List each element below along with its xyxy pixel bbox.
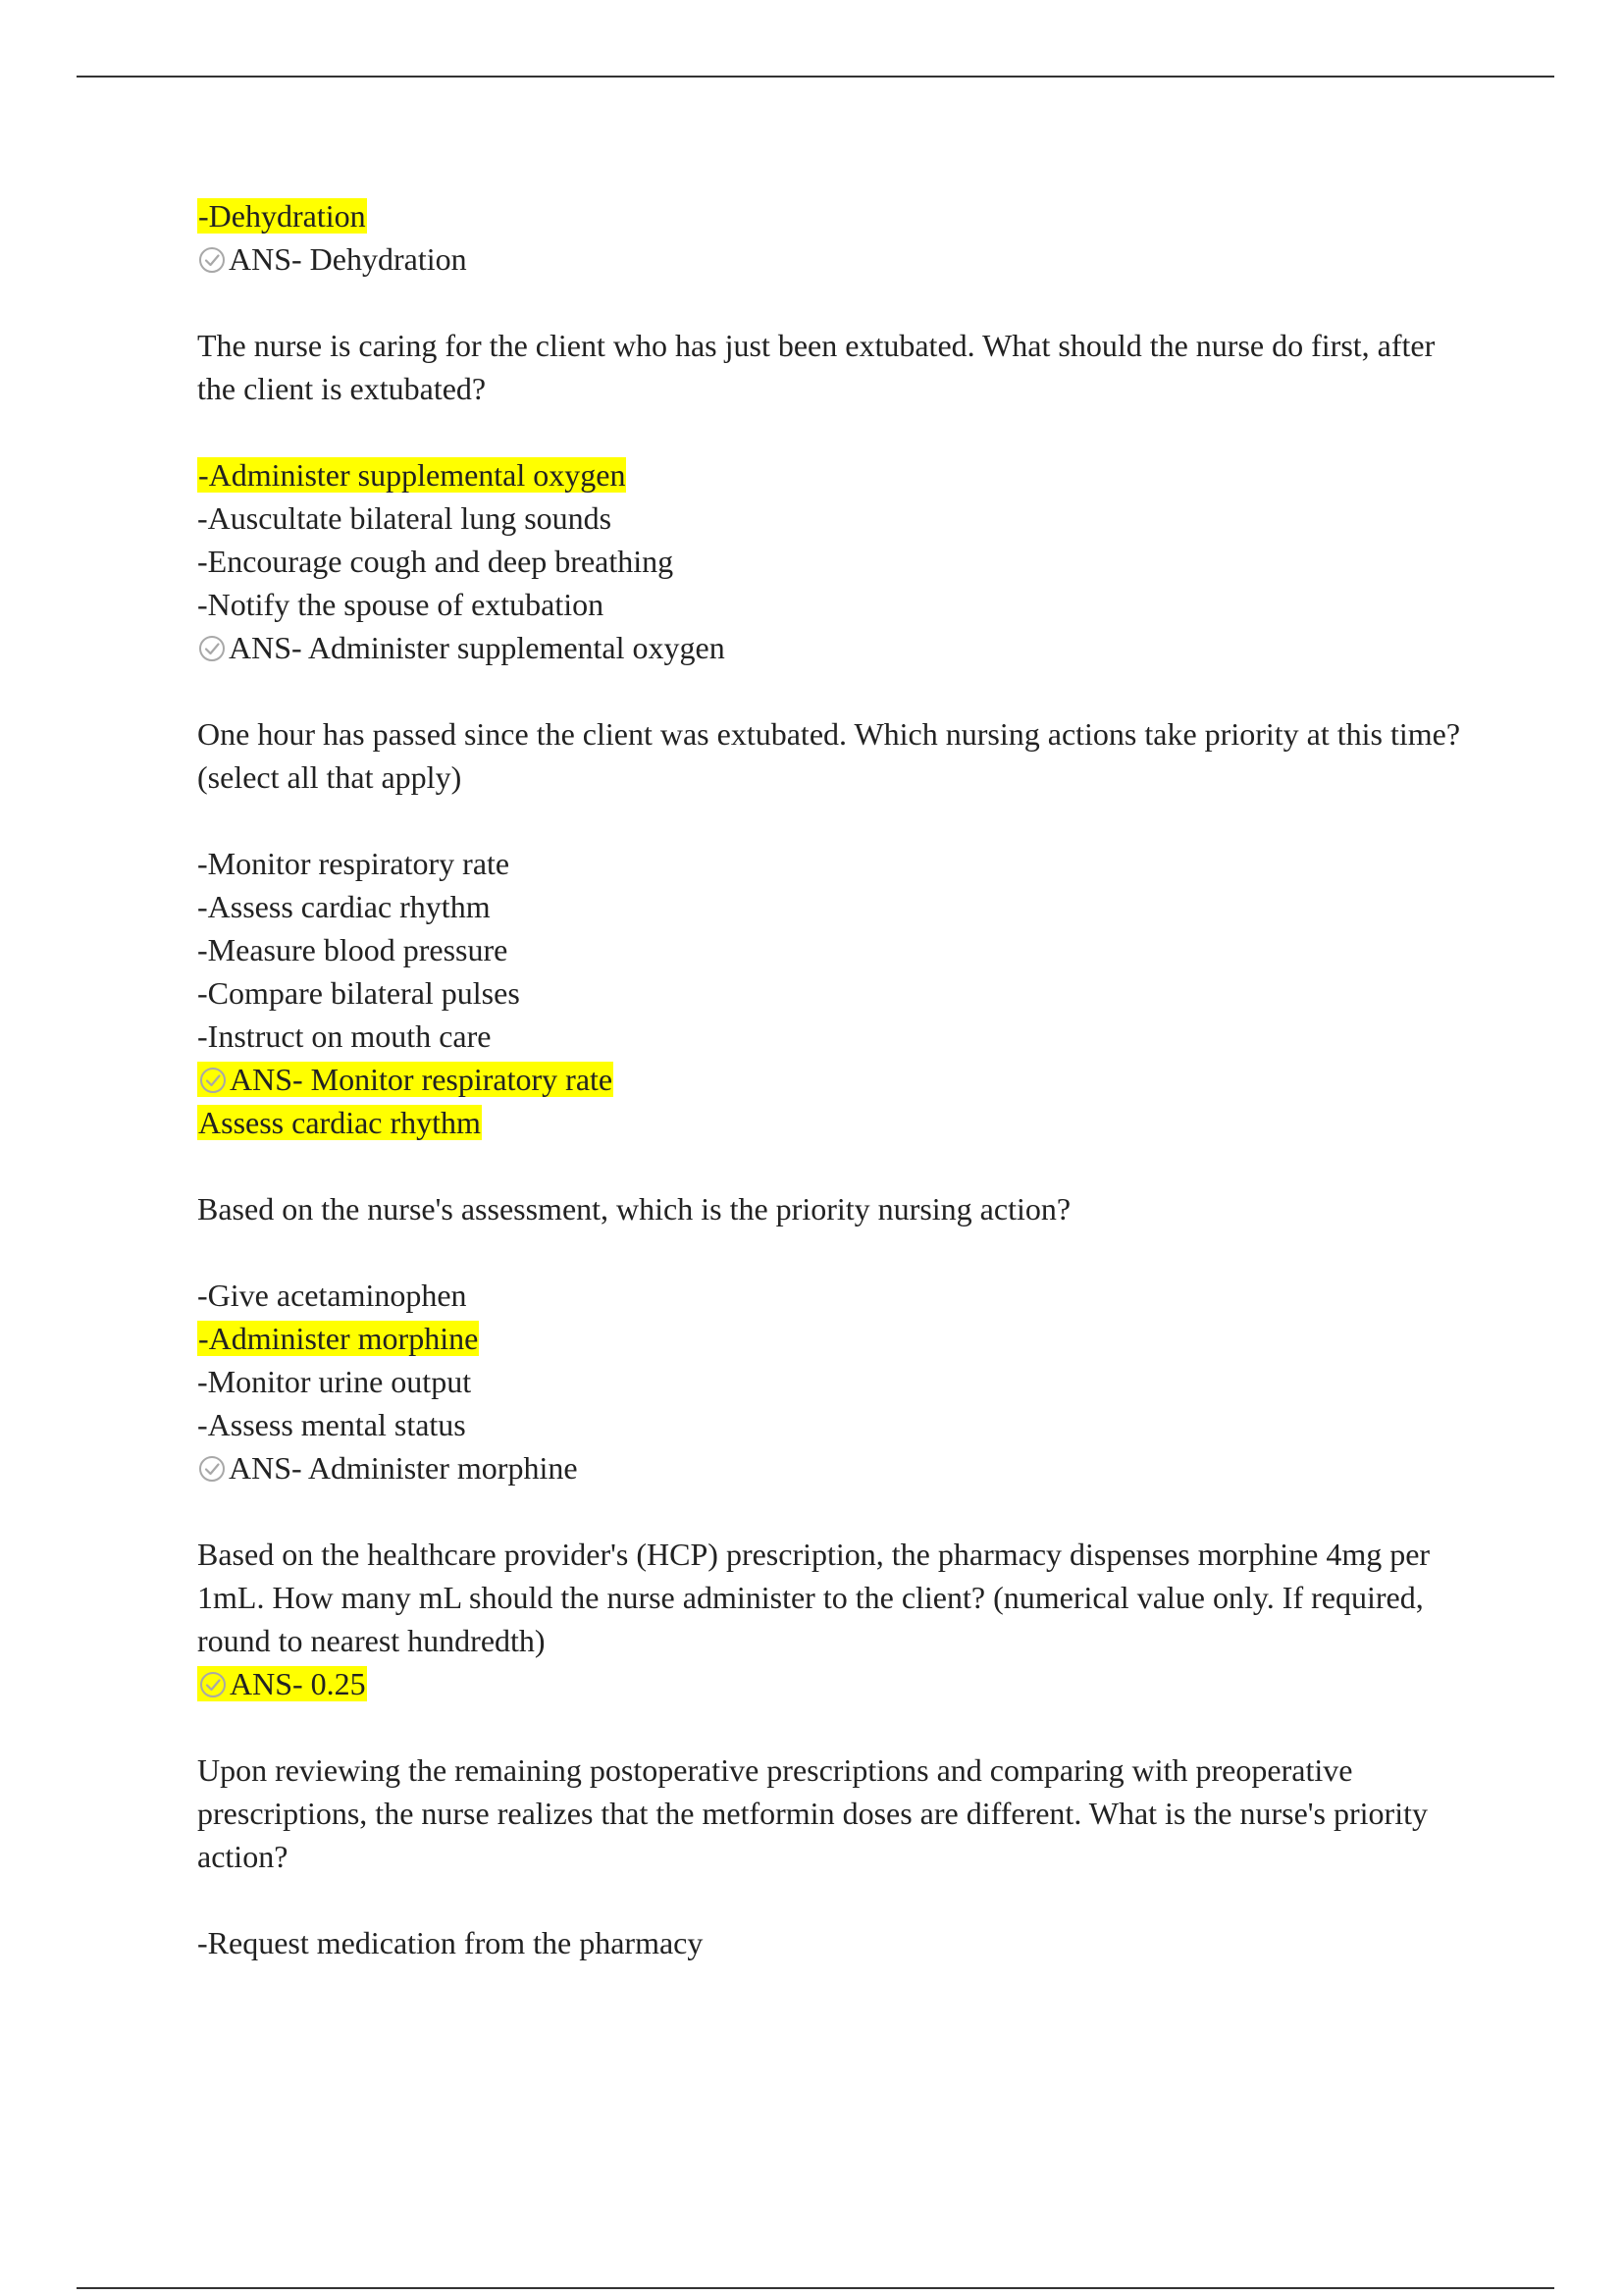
answer-option [197, 496, 1463, 540]
answer-option [197, 1274, 1463, 1317]
answer-option [197, 583, 1463, 626]
answer-option [197, 1101, 1463, 1144]
document-body [197, 194, 1463, 1964]
answer-highlight [197, 1450, 578, 1486]
check-circle-icon [198, 1670, 228, 1699]
answer-text: Administer morphine [307, 1450, 578, 1486]
answer-line [197, 237, 1463, 281]
option-text: -Monitor respiratory rate [197, 846, 510, 881]
answer-prefix: ANS- [229, 241, 310, 277]
answer-option [197, 1015, 1463, 1058]
answer-option [197, 1921, 1463, 1964]
answer-text: Dehydration [309, 241, 467, 277]
option-text: -Assess mental status [197, 1407, 466, 1442]
answer-highlight [197, 630, 725, 665]
answer-text: Administer supplemental oxygen [307, 630, 725, 665]
answer-option [197, 194, 1463, 237]
check-circle-icon [197, 245, 227, 275]
answer-option [197, 842, 1463, 885]
answer-option [197, 1403, 1463, 1446]
paragraph-spacer [197, 1144, 1463, 1187]
answer-prefix: ANS- [229, 1450, 308, 1486]
answer-option [197, 885, 1463, 928]
paragraph-spacer [197, 1705, 1463, 1748]
answer-prefix: ANS- [230, 1666, 311, 1701]
question-text [197, 1187, 1463, 1230]
paragraph-spacer [197, 1230, 1463, 1274]
question-text [197, 712, 1463, 799]
answer-option [197, 1360, 1463, 1403]
highlighted-option-text: -Administer morphine [198, 1321, 479, 1356]
paragraph-spacer [197, 669, 1463, 712]
answer-option [197, 540, 1463, 583]
question-text-content: Based on the healthcare provider's (HCP) prescription, the pharmacy dispenses morphine 4mg per 1mL. How many mL should the nurse administer to the client? (numerical value only. If required, round to nearest hundredth) [197, 1537, 1431, 1658]
answer-prefix: ANS- [230, 1062, 311, 1097]
option-text: -Measure blood pressure [197, 932, 508, 967]
paragraph-spacer [197, 281, 1463, 324]
question-text-content: Upon reviewing the remaining postoperative prescriptions and comparing with preoperative prescriptions, the nurse realizes that the metformin doses are different. What is the nurse's priority action? [197, 1752, 1428, 1874]
check-circle-icon [198, 1066, 228, 1095]
answer-text: Monitor respiratory rate [310, 1062, 613, 1097]
answer-text: 0.25 [310, 1666, 366, 1701]
paragraph-spacer [197, 410, 1463, 453]
option-text: -Request medication from the pharmacy [197, 1925, 704, 1960]
option-text: -Compare bilateral pulses [197, 975, 520, 1011]
question-text-content: Based on the nurse's assessment, which is the priority nursing action? [197, 1191, 1072, 1226]
highlighted-option-text: -Dehydration [198, 198, 366, 234]
answer-line [197, 1058, 1463, 1101]
footer-rule [77, 2287, 1554, 2289]
paragraph-spacer [197, 1878, 1463, 1921]
question-text [197, 1748, 1463, 1878]
option-text: -Assess cardiac rhythm [197, 889, 491, 924]
question-text [197, 324, 1463, 410]
question-text [197, 1533, 1463, 1662]
answer-line [197, 626, 1463, 669]
paragraph-spacer [197, 1489, 1463, 1533]
answer-option [197, 453, 1463, 496]
answer-highlight [197, 1666, 367, 1701]
question-text-content: The nurse is caring for the client who has just been extubated. What should the nurse do first, after the client is extubated? [197, 328, 1436, 406]
option-text: -Encourage cough and deep breathing [197, 544, 674, 579]
answer-highlight [197, 241, 467, 277]
option-text: -Monitor urine output [197, 1364, 472, 1399]
option-text: -Notify the spouse of extubation [197, 587, 604, 622]
option-text: -Give acetaminophen [197, 1278, 467, 1313]
answer-highlight [197, 1062, 613, 1097]
check-circle-icon [197, 634, 227, 663]
paragraph-spacer [197, 799, 1463, 842]
answer-option [197, 971, 1463, 1015]
highlighted-option-text: Assess cardiac rhythm [198, 1105, 481, 1140]
option-text: -Auscultate bilateral lung sounds [197, 500, 612, 536]
option-text: -Instruct on mouth care [197, 1018, 492, 1054]
answer-option [197, 928, 1463, 971]
question-text-content: One hour has passed since the client was extubated. Which nursing actions take priority at this time? (select all that apply) [197, 716, 1461, 795]
answer-line [197, 1662, 1463, 1705]
answer-prefix: ANS- [229, 630, 308, 665]
answer-option [197, 1317, 1463, 1360]
answer-line [197, 1446, 1463, 1489]
highlighted-option-text: -Administer supplemental oxygen [198, 457, 626, 493]
check-circle-icon [197, 1454, 227, 1484]
header-rule [77, 76, 1554, 78]
